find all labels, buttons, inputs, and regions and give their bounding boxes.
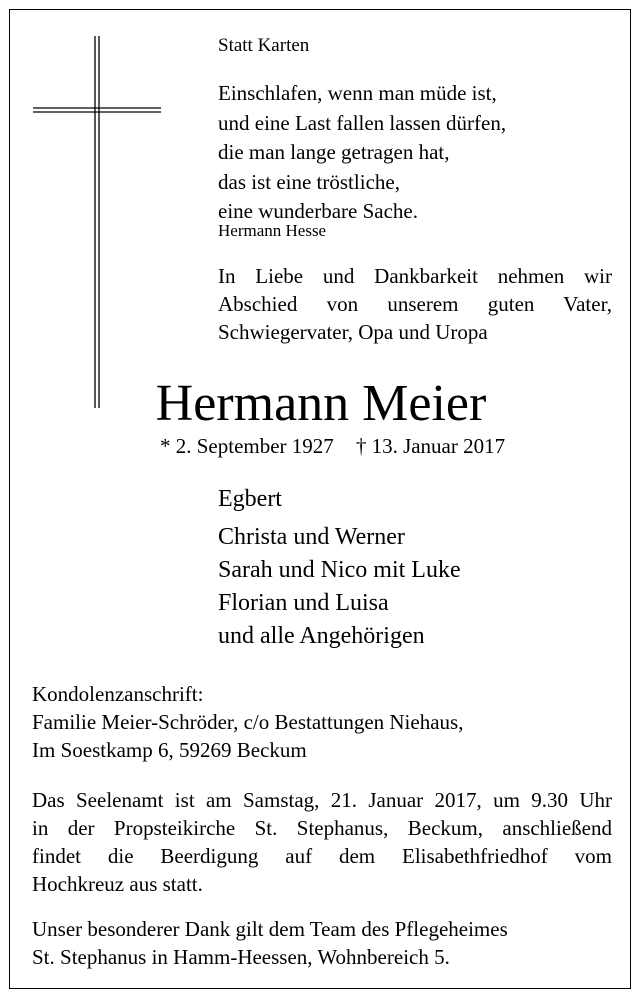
family-member: und alle Angehörigen [218,623,425,649]
family-member: Sarah und Nico mit Luke [218,557,461,583]
thanks-text [32,915,612,971]
birth-date: * 2. September 1927 [160,434,334,458]
condolence-line: Familie Meier-Schröder, c/o Bestattungen Niehaus, [32,710,464,734]
condolence-label: Kondolenzanschrift: [32,682,204,706]
deceased-name: Hermann Meier [155,375,487,432]
thanks-line: St. Stephanus in Hamm-Heessen, Wohnbereich 5. [32,945,450,969]
life-dates [160,436,505,457]
intro-text [218,262,612,346]
service-line: Hochkreuz aus statt. [32,872,203,896]
family-member: Florian und Luisa [218,590,389,616]
service-line: Das Seelenamt ist am Samstag, 21. Januar 2017, um 9.30 Uhr [32,788,612,812]
condolence-line: Im Soestkamp 6, 59269 Beckum [32,738,307,762]
family-list [218,487,461,653]
poem [218,79,506,227]
statt-karten-label: Statt Karten [218,35,310,56]
service-info [32,786,612,898]
intro-line: Abschied von unserem guten Vater, [218,292,612,316]
family-first: Egbert [218,486,282,512]
intro-line: Schwiegervater, Opa und Uropa [218,320,488,344]
poem-line: das ist eine tröstliche, [218,169,400,194]
family-member: Christa und Werner [218,524,405,550]
poem-line: und eine Last fallen lassen dürfen, [218,110,507,135]
poem-line: die man lange getragen hat, [218,140,450,164]
cross-icon [33,36,161,408]
condolence-address [32,680,612,764]
poem-author: Hermann Hesse [218,221,327,240]
intro-line: In Liebe und Dankbarkeit nehmen wir [218,264,612,288]
service-line: in der Propsteikirche St. Stephanus, Beckum, anschließend [32,816,612,840]
service-line: findet die Beerdigung auf dem Elisabethfriedhof vom [32,844,612,868]
death-date: † 13. Januar 2017 [355,434,506,458]
thanks-line: Unser besonderer Dank gilt dem Team des Pflegeheimes [32,917,508,941]
poem-line: eine wunderbare Sache. [218,199,418,223]
poem-line: Einschlafen, wenn man müde ist, [218,81,497,105]
